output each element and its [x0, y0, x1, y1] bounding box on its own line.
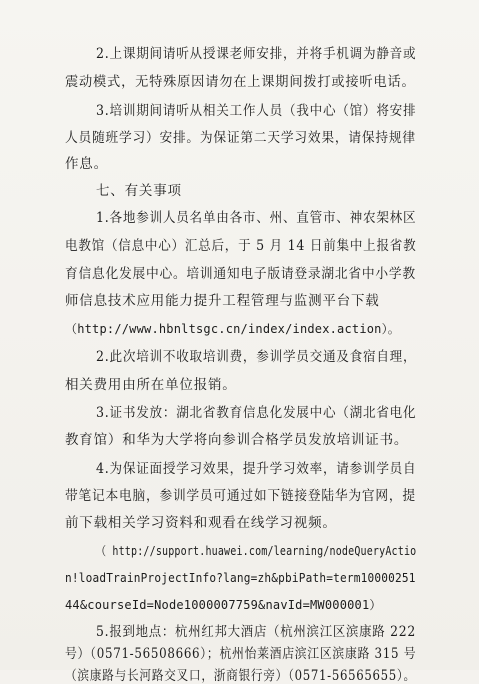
text-line: 震动模式，无特殊原因请勿在上课期间拨打或接听电话。 [65, 74, 416, 90]
text-line: 相关费用由所在单位报销。 [65, 377, 237, 393]
text-line: 带笔记本电脑，参训学员可通过如下链接登陆华为官网，提 [65, 488, 416, 504]
url-line: （ http://support.huawei.com/learning/nodeQueryActio [96, 544, 417, 558]
url-line: 44&courseId=Node1000007759&navId=MW000001） [65, 598, 382, 612]
text-line: 前下载相关学习资料和观看在线学习视频。 [65, 515, 337, 531]
text-line: （滨康路与长河路交叉口，浙商银行旁）（0571-56565655）。 [65, 668, 416, 684]
text-line: 人员随班学习）安排。为保证第二天学习效果，请保持规律 [65, 130, 416, 146]
text-line: 育信息化发展中心。培训通知电子版请登录湖北省中小学教 [65, 266, 416, 282]
section-heading: 七、有关事项 [96, 183, 182, 199]
text-line: 师信息技术应用能力提升工程管理与监测平台下载 [65, 293, 380, 309]
text-line: 教育馆）和华为大学将向参训合格学员发放培训证书。 [65, 432, 409, 448]
text-line: 号）（0571-56508666）；杭州怡莱酒店滨江区滨康路 315 号 [65, 646, 417, 662]
text-line: 1.各地参训人员名单由各市、州、直管市、神农架林区 [96, 210, 417, 226]
url-line: （http://www.hbnltsgc.cn/index/index.action）。 [65, 322, 401, 336]
url-line: n!loadTrainProjectInfo?lang=zh&pbiPath=term10000251 [65, 571, 416, 585]
text-line: 作息。 [65, 156, 108, 172]
text-line: 3.证书发放：湖北省教育信息化发展中心（湖北省电化 [96, 405, 417, 421]
text-line: 2.上课期间请听从授课老师安排，并将手机调为静音或 [96, 46, 417, 62]
text-line: 2.此次培训不收取培训费，参训学员交通及食宿自理， [96, 349, 417, 365]
text-line: 电教馆（信息中心）汇总后，于 5 月 14 日前集中上报省教 [65, 238, 417, 254]
text-line: 4.为保证面授学习效果，提升学习效率，请参训学员自 [96, 461, 417, 477]
text-line: 5.报到地点：杭州红邦大酒店（杭州滨江区滨康路 222 [96, 624, 417, 640]
text-line: 3.培训期间请听从相关工作人员（我中心（馆）将安排 [96, 103, 417, 119]
